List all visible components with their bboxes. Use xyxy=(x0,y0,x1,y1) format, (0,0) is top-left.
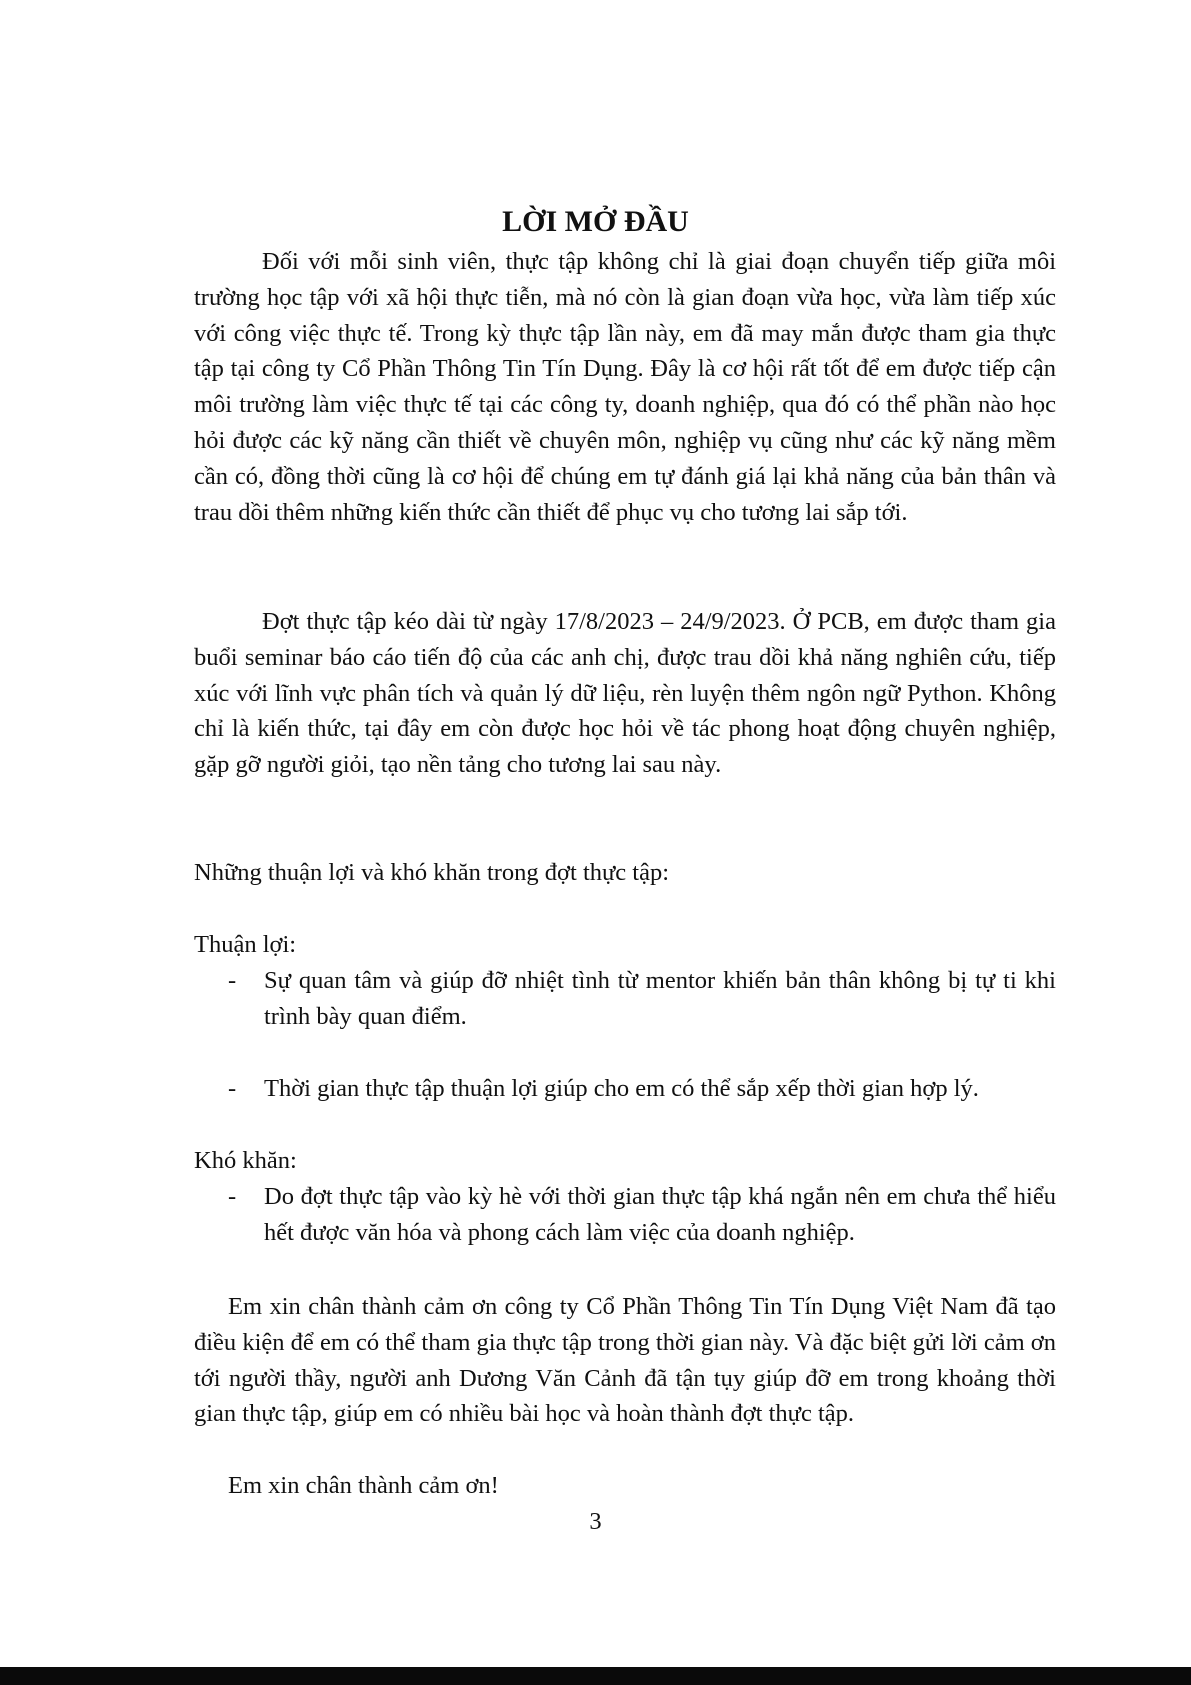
advantage-item xyxy=(194,963,1056,1035)
page-title: LỜI MỞ ĐẦU xyxy=(502,205,689,238)
difficulty-text: Do đợt thực tập vào kỳ hè với thời gian thực tập khá ngắn nên em chưa thể hiểu hết được văn hóa và phong cách làm việc của doanh nghiệp. xyxy=(264,1183,1056,1246)
bullet-dash: - xyxy=(228,967,237,994)
advantage-item xyxy=(194,1071,1056,1107)
pros-cons-intro: Những thuận lợi và khó khăn trong đợt thực tập: xyxy=(194,859,670,886)
advantage-text: Sự quan tâm và giúp đỡ nhiệt tình từ mentor khiến bản thân không bị tự ti khi trình bày quan điểm. xyxy=(264,967,1056,1030)
advantage-text: Thời gian thực tập thuận lợi giúp cho em có thể sắp xếp thời gian hợp lý. xyxy=(264,1075,979,1102)
thanks-paragraph: Em xin chân thành cảm ơn công ty Cổ Phần Thông Tin Tín Dụng Việt Nam đã tạo điều kiện để em có thể tham gia thực tập trong thời gian này. Và đặc biệt gửi lời cảm ơn tới người thầy, người anh Dương Văn Cảnh đã tận tụy giúp đỡ em trong khoảng thời gian thực tập, giúp em có nhiều bài học và hoàn thành đợt thực tập. xyxy=(194,1293,1056,1428)
period-paragraph: Đợt thực tập kéo dài từ ngày 17/8/2023 – 24/9/2023. Ở PCB, em được tham gia buổi seminar báo cáo tiến độ của các anh chị, được trau dồi khả năng nghiên cứu, tiếp xúc với lĩnh vực phân tích và quản lý dữ liệu, rèn luyện thêm ngôn ngữ Python. Không chỉ là kiến thức, tại đây em còn được học hỏi về tác phong hoạt động chuyên nghiệp, gặp gỡ người giỏi, tạo nền tảng cho tương lai sau này. xyxy=(194,608,1056,779)
difficulties-heading: Khó khăn: xyxy=(194,1147,297,1174)
advantages-heading: Thuận lợi: xyxy=(194,931,297,958)
bottom-border xyxy=(0,1667,1191,1685)
page-number: 3 xyxy=(589,1508,602,1535)
bullet-dash: - xyxy=(228,1183,237,1210)
closing-line: Em xin chân thành cảm ơn! xyxy=(228,1472,499,1499)
bullet-dash: - xyxy=(228,1075,237,1102)
intro-paragraph: Đối với mỗi sinh viên, thực tập không chỉ là giai đoạn chuyển tiếp giữa môi trường học tập với xã hội thực tiễn, mà nó còn là gian đoạn vừa học, vừa làm tiếp xúc với công việc thực tế. Trong kỳ thực tập lần này, em đã may mắn được tham gia thực tập tại công ty Cổ Phần Thông Tin Tín Dụng. Đây là cơ hội rất tốt để em được tiếp cận môi trường làm việc thực tế tại các công ty, doanh nghiệp, qua đó có thể phần nào học hỏi được các kỹ năng cần thiết về chuyên môn, nghiệp vụ cũng như các kỹ năng mềm cần có, đồng thời cũng là cơ hội để chúng em tự đánh giá lại khả năng của bản thân và trau dồi thêm những kiến thức cần thiết để phục vụ cho tương lai sắp tới. xyxy=(194,248,1056,526)
difficulty-item xyxy=(194,1179,1056,1251)
